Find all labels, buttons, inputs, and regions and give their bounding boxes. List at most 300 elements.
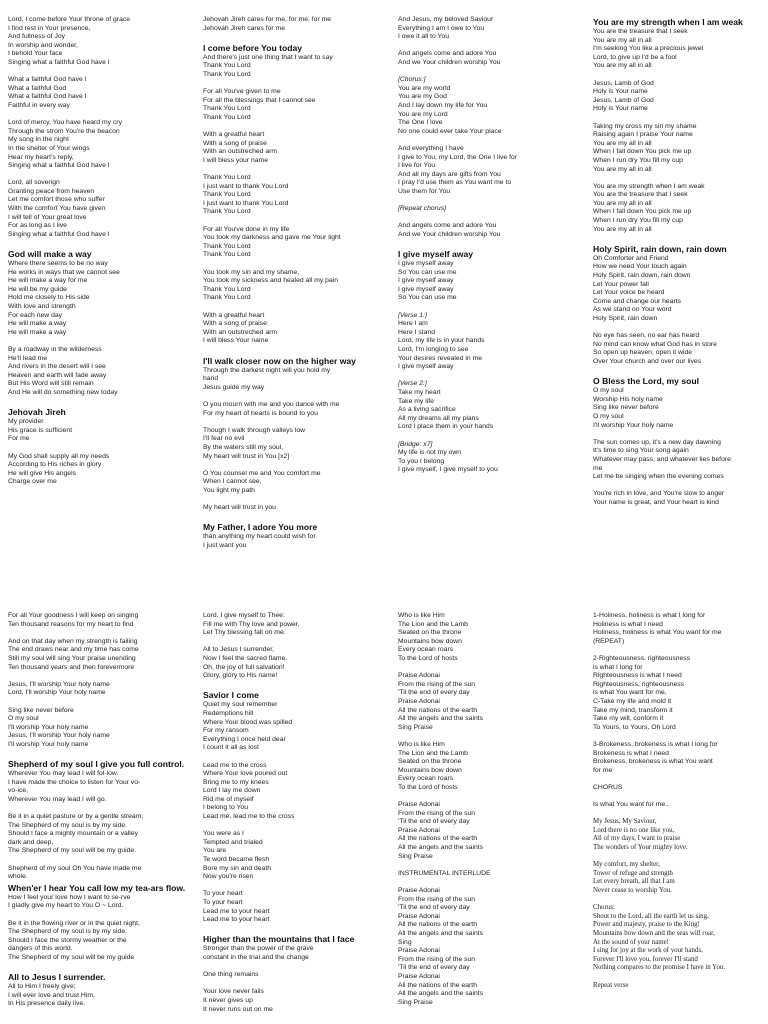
lyric-line: With an outstreched arm bbox=[203, 328, 278, 336]
lyrics-column-8 bbox=[593, 612, 768, 1024]
lyric-line: I gladly give my heart to You O ~ Lord. bbox=[8, 902, 124, 910]
lyric-line: Seated on the throne bbox=[398, 758, 462, 766]
lyric-line: vo-ice, bbox=[8, 787, 29, 795]
blank-line bbox=[593, 174, 768, 183]
lyric-line: I sing for joy at the work of your hands, bbox=[593, 947, 703, 955]
lyric-line: For all the blessings that I cannot see bbox=[203, 96, 316, 104]
lyric-line: What a faithful God have I bbox=[8, 76, 87, 84]
lyric-line: With a greatful heart bbox=[203, 311, 265, 319]
lyric-line: And I lay down my life for You bbox=[398, 101, 488, 109]
blank-line bbox=[398, 664, 576, 673]
lyric-line: Lead me, lead me to the cross bbox=[203, 813, 295, 821]
lyric-line: Righteousness is what I need bbox=[593, 672, 682, 680]
lyric-line: All the angels and the saints bbox=[398, 929, 484, 937]
blank-line bbox=[398, 732, 576, 741]
lyric-line: It never gives up bbox=[203, 996, 253, 1004]
lyric-line: Te word became flesh bbox=[203, 856, 270, 864]
lyric-line: Be it in the flowing river or in the quiet night, bbox=[8, 919, 140, 927]
blank-line bbox=[8, 856, 186, 865]
lyric-line: And all my days are gifts from You bbox=[398, 170, 501, 178]
lyric-line: Mountains bow down and the seas will roar, bbox=[593, 929, 715, 937]
lyric-line: Let Thy blessing fall on me. bbox=[203, 629, 286, 637]
lyric-line: How we need Your touch again bbox=[593, 263, 687, 271]
lyric-line: You are my strength when I am weak bbox=[593, 182, 705, 190]
lyrics-column-7 bbox=[398, 612, 576, 1024]
lyric-line: I give myself away bbox=[398, 260, 454, 268]
lyric-line: I will tell of Your great love bbox=[8, 213, 87, 221]
lyric-line: Sing Praise bbox=[398, 998, 433, 1006]
lyric-line: All the nations of the earth bbox=[398, 981, 477, 989]
lyric-line: Praise Adonai bbox=[398, 912, 440, 920]
lyric-line: I count it all as lost bbox=[203, 744, 259, 752]
lyric-line: Bore my sin and death bbox=[203, 864, 272, 872]
song-title: Holy Spirit, rain down, rain down bbox=[593, 243, 727, 254]
lyric-line: Though I walk through valleys low bbox=[203, 426, 306, 434]
lyric-line: Stronger than the power of the grave bbox=[203, 945, 314, 953]
lyric-line: Take my will, conform it bbox=[593, 715, 664, 723]
lyric-line: than anything my heart could wish for bbox=[203, 533, 316, 541]
lyric-line: And on that day when my strength is failing bbox=[8, 637, 138, 645]
lyric-line: Brokeness is what I need bbox=[593, 749, 669, 757]
lyric-line: No mind can know what God has in store bbox=[593, 340, 717, 348]
lyric-line: Now you're risen bbox=[203, 873, 254, 881]
lyric-line: You're rich in love, and You're slow to anger bbox=[593, 490, 725, 498]
lyric-line: Jesus guide my way bbox=[203, 383, 265, 391]
lyric-line: I just want to thank You Lord bbox=[203, 199, 289, 207]
lyric-line: Sing like never before bbox=[8, 706, 74, 714]
section-label: [Verse 1:] bbox=[398, 311, 427, 319]
blank-line bbox=[8, 629, 186, 638]
lyric-line: Taking my cross my sin my shame bbox=[593, 122, 697, 130]
lyric-line: My provider bbox=[8, 418, 44, 426]
lyric-line: And Jesus, my beloved Saviour bbox=[398, 16, 494, 23]
lyric-line: Take my mind, transform it bbox=[593, 706, 673, 714]
lyric-line: Chorus: bbox=[593, 904, 615, 912]
lyric-line: When I run dry You fill my cup bbox=[593, 217, 683, 225]
lyric-line: Mountains bow down bbox=[398, 766, 462, 774]
lyric-line: From the rising of the sun bbox=[398, 680, 476, 688]
lyric-line: For each new day bbox=[8, 311, 63, 319]
lyric-line: O my soul bbox=[593, 412, 624, 420]
lyric-line: Singing what a faithful God have I bbox=[8, 162, 110, 170]
lyric-line: Praise Adonai bbox=[398, 972, 440, 980]
lyric-line: Here I stand bbox=[398, 328, 436, 336]
blank-line bbox=[398, 792, 576, 801]
song-title: Higher than the mountains that I face bbox=[203, 934, 355, 945]
lyric-line: Hold me closely to His side bbox=[8, 294, 90, 302]
lyric-line: For my ransom bbox=[203, 727, 249, 735]
lyric-line: His grace is sufficient bbox=[8, 426, 73, 434]
song-title: When'er I hear You call low my tea-ars flow. bbox=[8, 882, 186, 893]
lyric-line: With love and strength bbox=[8, 303, 76, 310]
song-title: Savior I come bbox=[203, 690, 259, 701]
lyric-line: I have made the choice to listen for Your vo- bbox=[8, 778, 141, 786]
lyric-line: Shout to the Lord, all the earth let us sing, bbox=[593, 912, 709, 920]
song-title: Shepherd of my soul I give you full control. bbox=[8, 759, 185, 770]
lyric-line: Forever I'll love you, forever I'll stand bbox=[593, 955, 698, 963]
blank-line bbox=[8, 750, 186, 759]
blank-line bbox=[203, 822, 381, 831]
lyric-line: Thank You Lord bbox=[203, 174, 251, 182]
song-title: I give myself away bbox=[398, 249, 473, 260]
blank-line bbox=[8, 171, 186, 180]
lyric-line: I owe it all to You bbox=[398, 33, 450, 41]
lyric-line: To your heart bbox=[203, 890, 243, 898]
blank-line bbox=[203, 80, 381, 89]
lyric-line: As a living sacrifice bbox=[398, 406, 456, 414]
blank-line bbox=[593, 114, 768, 123]
lyric-line: And fullness of Joy bbox=[8, 33, 66, 41]
lyric-line: Praise Adonai bbox=[398, 801, 440, 809]
lyric-line: My God shall supply all my needs bbox=[8, 452, 110, 460]
blank-line bbox=[593, 430, 768, 439]
lyric-line: O my soul bbox=[593, 387, 624, 395]
blank-line bbox=[593, 367, 768, 376]
blank-line bbox=[398, 861, 576, 870]
section-label: [Verse 2:] bbox=[398, 380, 427, 388]
lyric-line: Thank You Lord bbox=[203, 105, 251, 113]
lyric-line: To Yours, to Yours, Oh Lord bbox=[593, 723, 676, 731]
lyric-line: 2-Righteousness, righteousness bbox=[593, 654, 691, 662]
lyric-line: You are the treasure that I seek bbox=[593, 191, 688, 199]
blank-line bbox=[203, 392, 381, 401]
lyric-line: And He will do something new today bbox=[8, 388, 118, 396]
lyric-line: When I run dry You fill my cup bbox=[593, 156, 683, 164]
lyric-line: Lord, all soverign bbox=[8, 179, 60, 187]
lyric-line: Praise Adonai bbox=[398, 672, 440, 680]
lyric-line: All the angels and the saints bbox=[398, 844, 484, 852]
lyric-line: I give to You, my Lord, the One I live for bbox=[398, 153, 518, 161]
top-half bbox=[0, 16, 768, 588]
lyric-line: You were as I bbox=[203, 830, 244, 838]
blank-line bbox=[203, 638, 381, 647]
lyric-line: Granting peace from heaven bbox=[8, 187, 95, 195]
lyric-line: 3-Brokeness, brokeness is what I long for bbox=[593, 740, 718, 748]
lyric-line: Repeat verse bbox=[593, 981, 629, 989]
lyric-line: Thank You Lord bbox=[203, 242, 251, 250]
lyric-line: For all You've done in my life bbox=[203, 225, 290, 233]
lyric-line: You are my world bbox=[398, 84, 451, 92]
lyric-line: Holy Spirit, rain down bbox=[593, 315, 658, 322]
blank-line bbox=[8, 111, 186, 120]
lyric-line: Thank You Lord bbox=[203, 251, 251, 259]
lyric-line: By a roadway in the wilderness bbox=[8, 345, 102, 353]
blank-line bbox=[203, 925, 381, 934]
blank-line bbox=[8, 68, 186, 77]
lyric-line: Holiness is what I need bbox=[593, 620, 663, 628]
lyric-line: I'll worship Your holy name bbox=[593, 421, 674, 429]
lyric-line: How I feel your love how I want to se-rve bbox=[8, 893, 131, 901]
lyric-line: With an outstreched arm bbox=[203, 148, 278, 156]
song-title: I'll walk closer now on the higher way bbox=[203, 355, 356, 366]
blank-line bbox=[8, 398, 186, 407]
lyric-line: Let me comfort those who suffer bbox=[8, 196, 105, 204]
blank-line bbox=[8, 239, 186, 248]
lyric-line: Tower of refuge and strength bbox=[593, 869, 673, 877]
lyric-line: Oh Comforter and Friend bbox=[593, 254, 669, 262]
lyric-line: Every ocean roars bbox=[398, 646, 454, 654]
lyric-line: I will bless your name bbox=[203, 156, 268, 164]
lyric-line: When I fall down You pick me up bbox=[593, 148, 692, 156]
lyric-line: Heaven and earth will fade away bbox=[8, 371, 107, 379]
lyric-line: Praise Adonai bbox=[398, 826, 440, 834]
lyric-line: The Shepherd of my soul will be my guide bbox=[8, 953, 135, 961]
lyric-line: My comfort, my shelter, bbox=[593, 861, 660, 869]
lyric-line: In His presence daily live. bbox=[8, 1000, 86, 1008]
lyric-line: Be it in a quiet pasture or by a gentle stream, bbox=[8, 813, 144, 821]
lyric-line: The Shepherd of my soul is by my side. bbox=[8, 821, 127, 829]
blank-line bbox=[593, 810, 768, 819]
lyric-line: Sing Praise bbox=[398, 852, 433, 860]
lyric-line: O You counsel me and You comfort me bbox=[203, 469, 321, 477]
song-title: God will make a way bbox=[8, 249, 92, 260]
lyric-line: The Shepherd of my soul is by my side. bbox=[8, 928, 127, 936]
blank-line bbox=[398, 239, 576, 248]
lyric-line: Singing what a faithful God have I bbox=[8, 58, 110, 66]
lyric-line: I belong to You bbox=[203, 804, 248, 812]
lyric-line: Over Your church and over our lives bbox=[593, 357, 702, 365]
lyric-line: You light my path bbox=[203, 486, 255, 494]
lyric-line: You are my all in all bbox=[593, 139, 652, 147]
lyric-line: 'Til the end of every day bbox=[398, 904, 470, 912]
blank-line bbox=[203, 217, 381, 226]
lyric-line: And angels come and adore You bbox=[398, 222, 497, 230]
lyric-line: Rid me of myself bbox=[203, 795, 254, 803]
lyric-line: All my dreams all my plans bbox=[398, 414, 479, 422]
lyric-line: whole. bbox=[8, 873, 28, 881]
blank-line bbox=[203, 980, 381, 989]
lyric-line: Ten thousand reasons for my heart to find bbox=[8, 620, 134, 628]
lyric-line: Ten thousand years and then forevermore bbox=[8, 663, 135, 671]
lyric-line: As we stand on Your word bbox=[593, 306, 672, 314]
lyric-line: Seated on the throne bbox=[398, 629, 462, 637]
lyric-line: My Jesus, My Saviour, bbox=[593, 818, 657, 826]
blank-line bbox=[203, 681, 381, 690]
lyric-line: In the shelter of Your wings bbox=[8, 144, 90, 152]
lyric-line: Who is like Him bbox=[398, 740, 445, 748]
lyric-line: Wherever You may lead I will go. bbox=[8, 795, 107, 803]
lyric-line: He will give His angels bbox=[8, 469, 76, 477]
lyric-line: For me bbox=[8, 435, 30, 443]
lyric-line: Hear my heart's reply, bbox=[8, 153, 74, 161]
lyric-line: My heart will trust in you bbox=[203, 504, 276, 512]
blank-line bbox=[8, 672, 186, 681]
lyric-line: Thank You Lord bbox=[203, 191, 251, 199]
lyric-line: dangers of this world. bbox=[8, 945, 73, 953]
blank-line bbox=[8, 698, 186, 707]
lyric-line: He works in ways that we cannot see bbox=[8, 268, 120, 276]
lyric-line: Thank You Lord bbox=[203, 62, 251, 70]
lyric-line: I'll worship Your holy name bbox=[8, 723, 89, 731]
lyric-line: So You can use me bbox=[398, 294, 457, 302]
lyric-line: You are my Lord bbox=[398, 110, 448, 118]
lyric-line: It's time to sing Your song again bbox=[593, 447, 689, 455]
lyric-line: What a faithful God have I bbox=[8, 93, 87, 101]
lyric-line: The Lion and the Lamb bbox=[398, 749, 468, 757]
lyric-line: You are my all in all bbox=[593, 199, 652, 207]
lyric-line: All the angels and the saints bbox=[398, 990, 484, 998]
lyric-line: All to Him I freely give; bbox=[8, 983, 76, 991]
lyric-line: According to His riches in glory bbox=[8, 461, 102, 469]
lyric-line: You are bbox=[203, 847, 227, 855]
blank-line bbox=[203, 260, 381, 269]
lyric-line: Lead me to the cross bbox=[203, 761, 267, 769]
lyrics-column-2 bbox=[203, 16, 381, 588]
lyric-line: 1-Holiness, holiness is what I long for bbox=[593, 612, 706, 619]
blank-line bbox=[593, 732, 768, 741]
lyric-line: To the Lord of hosts bbox=[398, 783, 458, 791]
lyric-line: With a greatful heart bbox=[203, 131, 265, 139]
lyric-line: I'm seeking You like a precious jewel bbox=[593, 45, 704, 53]
blank-line bbox=[398, 42, 576, 51]
blank-line bbox=[398, 214, 576, 223]
lyric-line: Let me be singing when the evening comes bbox=[593, 473, 724, 481]
lyric-line: Holy Spirit, rain down, rain down bbox=[593, 272, 691, 280]
lyric-line: No one could ever take Your place bbox=[398, 127, 502, 135]
lyric-line: Should I face the stormy weather or the bbox=[8, 936, 127, 944]
section-label: [Chorus:] bbox=[398, 76, 426, 84]
lyric-line: You took my darkness and gave me Your light bbox=[203, 234, 341, 242]
lyric-line: All to Jesus I surrender, bbox=[203, 646, 275, 654]
blank-line bbox=[8, 963, 186, 972]
lyric-line: CHORUS bbox=[593, 783, 623, 791]
lyric-line: The One I love bbox=[398, 119, 443, 127]
lyric-line: Every ocean roars bbox=[398, 775, 454, 783]
lyric-line: Through the darkest night will you hold my bbox=[203, 366, 331, 374]
lyric-line: Jehovah Jireh cares for me, for me, for me bbox=[203, 16, 332, 23]
lyric-line: Power and majesty, praise to the King! bbox=[593, 921, 700, 929]
lyric-line: Here I am bbox=[398, 320, 428, 328]
lyric-line: For all Your goodness I will keep on singing bbox=[8, 612, 139, 619]
lyric-line: To the Lord of hosts bbox=[398, 654, 458, 662]
lyric-line: Use them for You bbox=[398, 187, 451, 195]
lyric-line: By the waters still my soul, bbox=[203, 443, 284, 451]
lyric-line: Take my life bbox=[398, 397, 434, 405]
blank-line bbox=[593, 775, 768, 784]
blank-line bbox=[8, 804, 186, 813]
lyric-line: He will be my guide bbox=[8, 285, 67, 293]
lyric-line: Raising again I praise Your name bbox=[593, 131, 693, 139]
lyric-line: When I fall down You pick me up bbox=[593, 208, 692, 216]
lyric-line: All the nations of the earth bbox=[398, 921, 477, 929]
section-label: [Repeat chorus] bbox=[398, 205, 446, 213]
lyric-line: And there's just one thing that I want to say bbox=[203, 53, 333, 61]
lyric-line: Worship His holy name bbox=[593, 395, 663, 403]
lyric-line: I give myself away bbox=[398, 277, 454, 285]
lyric-line: Faithful in every way bbox=[8, 101, 70, 109]
lyric-line: I pray I'd use them as You want me to bbox=[398, 179, 512, 187]
lyric-line: Now I feel the sacred flame. bbox=[203, 654, 288, 662]
lyric-line: 'Til the end of every day bbox=[398, 818, 470, 826]
song-title: I come before You today bbox=[203, 42, 303, 53]
lyric-line: Still my soul will sing Your praise unending bbox=[8, 654, 136, 662]
lyric-line: Charge over me bbox=[8, 478, 57, 486]
lyric-line: constant in the trial and the change bbox=[203, 953, 309, 961]
lyric-line: I find rest in Your presence, bbox=[8, 24, 91, 32]
lyric-line: My song in the night bbox=[8, 136, 69, 144]
lyric-line: With a song of praise bbox=[203, 139, 267, 147]
lyric-line: He will make a way bbox=[8, 320, 67, 328]
lyric-line: From the rising of the sun bbox=[398, 895, 476, 903]
lyric-line: Thank You Lord bbox=[203, 208, 251, 216]
lyric-line: for me bbox=[593, 766, 613, 774]
lyric-line: Whatever may pass, and whatever lies before bbox=[593, 455, 731, 463]
lyric-line: Singing what a faithful God have I bbox=[8, 230, 110, 238]
lyric-line: Fill me with Thy love and power, bbox=[203, 620, 300, 628]
lyric-line: Holy is Your name bbox=[593, 88, 648, 96]
lyric-line: You are the treasure that I seek bbox=[593, 28, 688, 35]
lyric-line: Brokeness, brokeness is what You want bbox=[593, 758, 713, 766]
lyric-line: With the comfort You have given bbox=[8, 205, 106, 213]
lyric-line: You are my all in all bbox=[593, 36, 652, 44]
blank-line bbox=[8, 911, 186, 920]
lyric-line: I just want to thank You Lord bbox=[203, 182, 289, 190]
lyric-line: My heart will trust in You [x2] bbox=[203, 452, 290, 460]
song-title: My Father, I adore You more bbox=[203, 522, 318, 533]
lyric-line: I just want you bbox=[203, 541, 247, 549]
lyric-line: And rivers in the desert will I see bbox=[8, 363, 106, 371]
lyric-line: Where Your love poured out bbox=[203, 770, 288, 778]
lyric-line: For as long as I live bbox=[8, 222, 67, 230]
lyric-line: From the rising of the sun bbox=[398, 809, 476, 817]
lyric-line: I will ever love and trust Him, bbox=[8, 991, 95, 999]
lyric-line: The sun comes up, it's a new day dawning bbox=[593, 438, 721, 446]
section-label: [Bridge: x7] bbox=[398, 440, 433, 448]
lyric-line: Jesus, Lamb of God bbox=[593, 79, 654, 87]
lyric-line: He will make a way for me bbox=[8, 277, 88, 285]
blank-line bbox=[203, 513, 381, 522]
lyric-line: To your heart bbox=[203, 899, 243, 906]
blank-line bbox=[593, 482, 768, 491]
lyric-line: Lord there is no one like you, bbox=[593, 826, 675, 834]
lyric-line: Lord, to give up I'd be a fool bbox=[593, 53, 677, 61]
lyric-line: Glory, glory to His name! bbox=[203, 672, 278, 680]
lyric-line: I'll worship Your holy name bbox=[8, 740, 89, 748]
lyric-line: O my soul bbox=[8, 715, 39, 723]
song-title: Jehovah Jireh bbox=[8, 407, 66, 418]
lyric-line: hand bbox=[203, 375, 219, 383]
lyric-line: Thank You Lord bbox=[203, 70, 251, 78]
blank-line bbox=[398, 303, 576, 312]
lyric-line: C-Take my life and mold it bbox=[593, 697, 672, 705]
lyric-line: One thing remains bbox=[203, 971, 259, 979]
lyric-line: All the angels and the saints bbox=[398, 715, 484, 723]
lyric-line: So open up heaven, open it wide bbox=[593, 349, 693, 357]
lyric-line: Jesus, I'll worship Your holy name bbox=[8, 680, 110, 688]
lyric-line: What a faithful God bbox=[8, 84, 67, 92]
blank-line bbox=[593, 234, 768, 243]
lyrics-column-3 bbox=[398, 16, 576, 588]
blank-line bbox=[203, 963, 381, 972]
blank-line bbox=[593, 853, 768, 862]
blank-line bbox=[593, 973, 768, 982]
lyric-line: And we Your children worship You bbox=[398, 58, 501, 66]
lyric-line: Sing Praise bbox=[398, 723, 433, 731]
blank-line bbox=[593, 646, 768, 655]
lyric-line: Redemptions hill bbox=[203, 709, 254, 717]
blank-line bbox=[203, 418, 381, 427]
lyric-line: O you mourn with me and you dance with me bbox=[203, 400, 340, 408]
lyric-line: Lord, my life is in your hands bbox=[398, 337, 485, 345]
lyric-line: No eye has seen, no ear has heard bbox=[593, 332, 700, 340]
blank-line bbox=[593, 71, 768, 80]
lyric-line: I give myself away bbox=[398, 363, 454, 371]
lyric-line: My life is not my own bbox=[398, 449, 462, 457]
blank-line bbox=[398, 68, 576, 77]
lyric-line: Lord, I come before Your throne of grace bbox=[8, 16, 131, 23]
lyric-line: The Shepherd of my soul will be my guide. bbox=[8, 847, 137, 855]
lyric-line: Jehovah Jireh cares for me bbox=[203, 24, 285, 32]
